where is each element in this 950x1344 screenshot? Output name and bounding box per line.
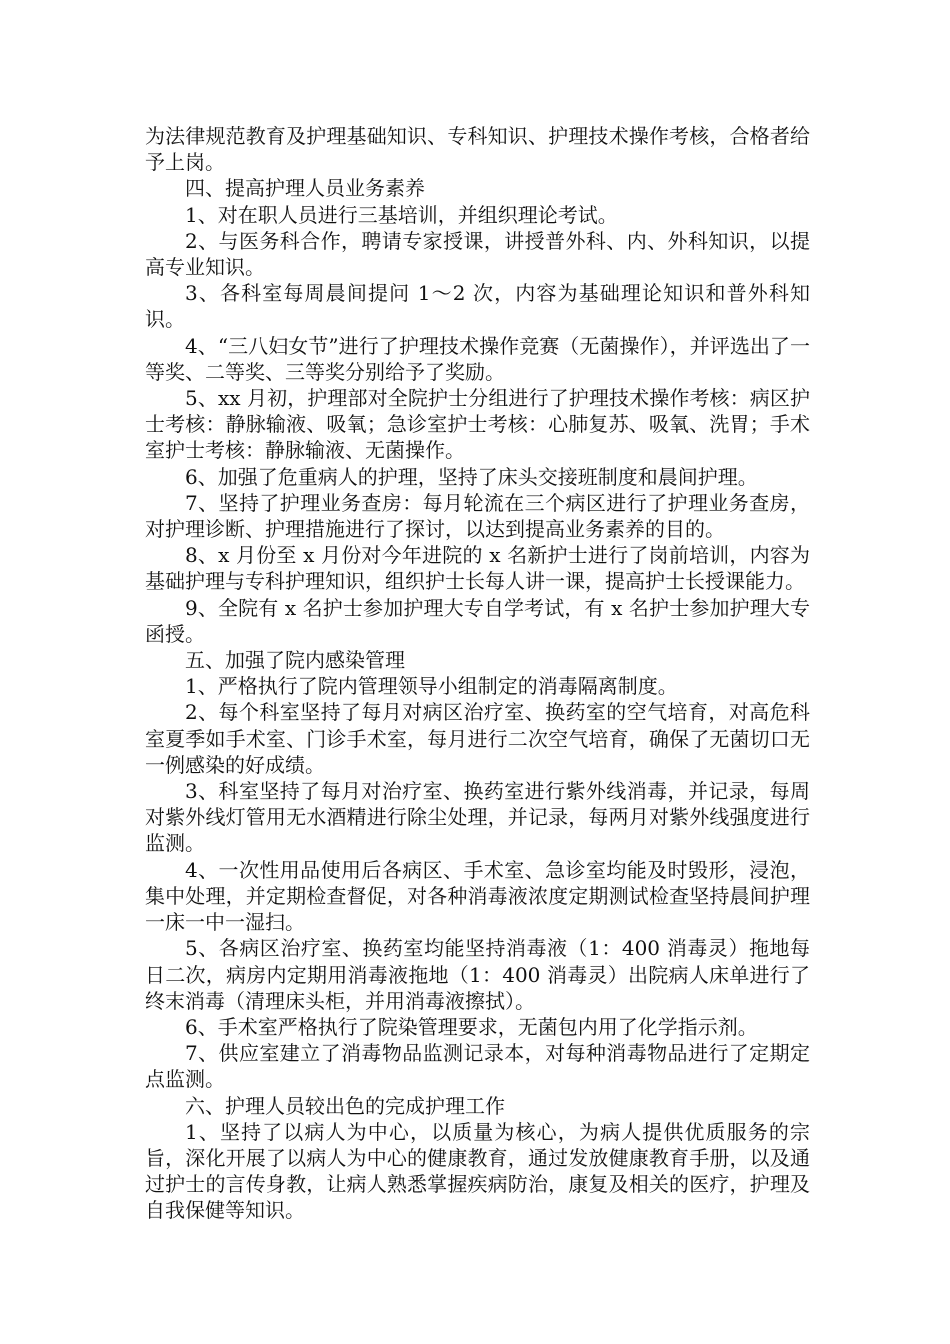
section-heading: 五、加强了院内感染管理 — [185, 648, 405, 673]
section-heading: 四、提高护理人员业务素养 — [185, 176, 425, 201]
paragraph: 为法律规范教育及护理基础知识、专科知识、护理技术操作考核，合格者给予上岗。 — [145, 124, 810, 175]
paragraph: 8、x 月份至 x 月份对今年进院的 x 名新护士进行了岗前培训，内容为基础护理与专科护理知识，组织护士长每人讲一课，提高护士长授课能力。 — [145, 543, 810, 594]
section-heading: 六、护理人员较出色的完成护理工作 — [185, 1093, 505, 1118]
paragraph: 6、加强了危重病人的护理，坚持了床头交接班制度和晨间护理。 — [185, 464, 758, 489]
paragraph: 1、对在职人员进行三基培训，并组织理论考试。 — [185, 202, 618, 227]
paragraph: 7、供应室建立了消毒物品监测记录本，对每种消毒物品进行了定期定点监测。 — [145, 1041, 810, 1092]
paragraph: 9、全院有 x 名护士参加护理大专自学考试，有 x 名护士参加护理大专函授。 — [145, 595, 810, 646]
paragraph: 3、科室坚持了每月对治疗室、换药室进行紫外线消毒，并记录，每周对紫外线灯管用无水酒精进行除尘处理，并记录，每两月对紫外线强度进行监测。 — [145, 779, 810, 856]
paragraph: 5、xx 月初，护理部对全院护士分组进行了护理技术操作考核：病区护士考核：静脉输液、吸氧；急诊室护士考核：心肺复苏、吸氧、洗胃；手术室护士考核：静脉输液、无菌操作。 — [145, 386, 810, 463]
paragraph: 4、一次性用品使用后各病区、手术室、急诊室均能及时毁形，浸泡，集中处理，并定期检查督促，对各种消毒液浓度定期测试检查坚持晨间护理一床一中一湿扫。 — [145, 857, 810, 935]
paragraph: 1、坚持了以病人为中心，以质量为核心，为病人提供优质服务的宗旨，深化开展了以病人为中心的健康教育，通过发放健康教育手册，以及通过护士的言传身教，让病人熟悉掌握疾病防治，康复及相关的医疗，护理及自我保健等知识。 — [145, 1119, 810, 1223]
paragraph: 6、手术室严格执行了院染管理要求，无菌包内用了化学指示剂。 — [185, 1014, 758, 1039]
document-body — [145, 123, 810, 1224]
paragraph: 5、各病区治疗室、换药室均能坚持消毒液（1：400 消毒灵）拖地每日二次，病房内定期用消毒液拖地（1：400 消毒灵）出院病人床单进行了终末消毒（清理床头柜，并用消毒液擦拭）。 — [145, 936, 810, 1013]
paragraph: 2、与医务科合作，聘请专家授课，讲授普外科、内、外科知识，以提高专业知识。 — [145, 228, 810, 280]
paragraph: 3、各科室每周晨间提问 1～2 次，内容为基础理论知识和普外科知识。 — [145, 281, 810, 332]
paragraph: 4、“三八妇女节”进行了护理技术操作竞赛（无菌操作），并评选出了一等奖、二等奖、三等奖分别给予了奖励。 — [145, 333, 810, 384]
paragraph: 2、每个科室坚持了每月对病区治疗室、换药室的空气培育，对高危科室夏季如手术室、门诊手术室，每月进行二次空气培育，确保了无菌切口无一例感染的好成绩。 — [145, 700, 810, 777]
paragraph: 1、严格执行了院内管理领导小组制定的消毒隔离制度。 — [185, 674, 678, 699]
paragraph: 7、坚持了护理业务查房：每月轮流在三个病区进行了护理业务查房，对护理诊断、护理措施进行了探讨，以达到提高业务素养的目的。 — [145, 490, 810, 542]
